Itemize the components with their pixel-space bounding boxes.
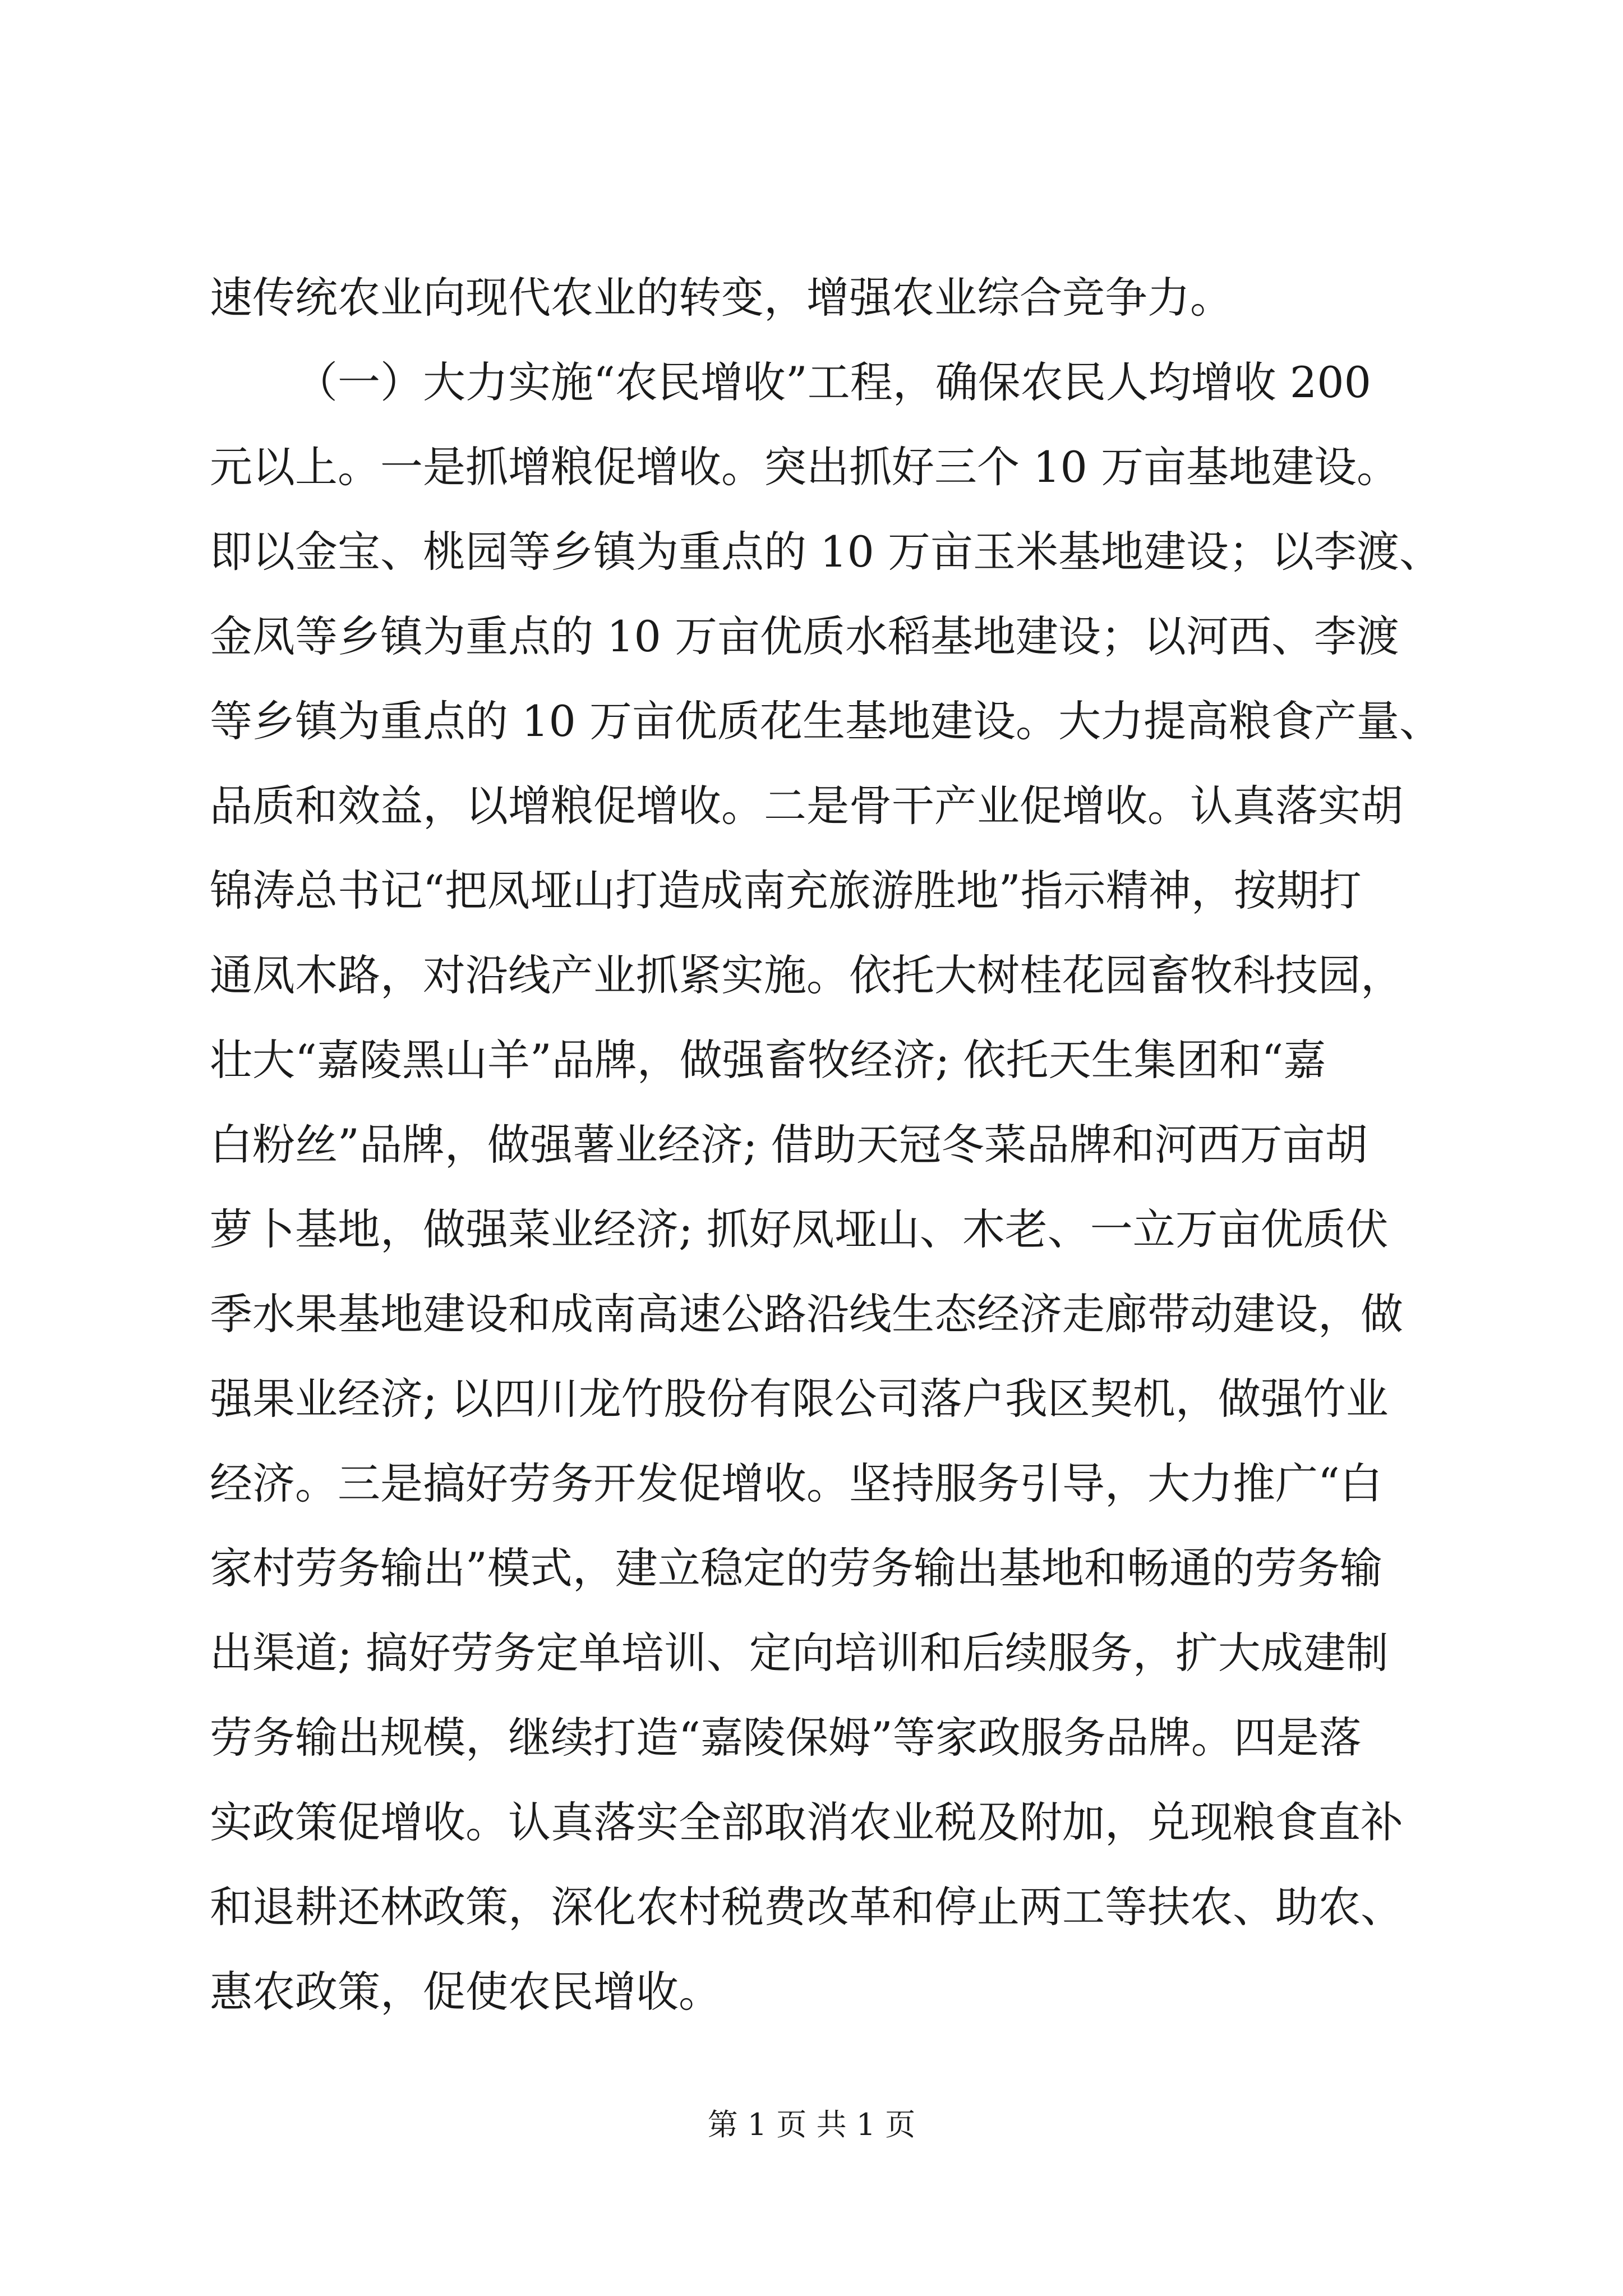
text-line: 家村劳务输出”模式，建立稳定的劳务输出基地和畅通的劳务输 [210, 1543, 1382, 1593]
text-line: 元以上。一是抓增粮促增收。突出抓好三个 10 万亩基地建设。 [210, 442, 1400, 492]
text-line: 惠农政策，促使农民增收。 [210, 1967, 721, 2017]
text-line: 等乡镇为重点的 10 万亩优质花生基地建设。大力提高粮食产量、 [210, 696, 1442, 746]
text-line: 和退耕还林政策，深化农村税费改革和停止两工等扶农、助农、 [210, 1882, 1403, 1932]
text-line: 壮大“嘉陵黑山羊”品牌，做强畜牧经济; 依托天生集团和“嘉 [210, 1035, 1326, 1085]
text-line: 品质和效益，以增粮促增收。二是骨干产业促增收。认真落实胡 [210, 781, 1403, 831]
text-line: 锦涛总书记“把凤垭山打造成南充旅游胜地”指示精神，按期打 [210, 866, 1362, 915]
text-line: 速传统农业向现代农业的转变，增强农业综合竞争力。 [210, 273, 1233, 323]
text-line: 劳务输出规模，继续打造“嘉陵保姆”等家政服务品牌。四是落 [210, 1713, 1362, 1763]
body-text [210, 255, 1442, 2034]
text-line: 出渠道; 搞好劳务定单培训、定向培训和后续服务，扩大成建制 [210, 1628, 1389, 1678]
text-line: 白粉丝”品牌，做强薯业经济; 借助天冠冬菜品牌和河西万亩胡 [210, 1120, 1368, 1170]
page-footer: 第 1 页 共 1 页 [707, 2107, 916, 2142]
section-heading-line: （一）大力实施“农民增收”工程，确保农民人均增收 200 [295, 357, 1371, 407]
text-line: 强果业经济; 以四川龙竹股份有限公司落户我区契机，做强竹业 [210, 1374, 1389, 1424]
text-line: 实政策促增收。认真落实全部取消农业税及附加，兑现粮食直补 [210, 1797, 1403, 1847]
text-line: 萝卜基地，做强菜业经济; 抓好凤垭山、木老、一立万亩优质伏 [210, 1204, 1389, 1254]
text-line: 金凤等乡镇为重点的 10 万亩优质水稻基地建设；以河西、李渡 [210, 611, 1400, 661]
text-line: 经济。三是搞好劳务开发促增收。坚持服务引导，大力推广“白 [210, 1458, 1382, 1508]
text-line: 通凤木路，对沿线产业抓紧实施。依托大树桂花园畜牧科技园， [210, 950, 1403, 1000]
text-line: 季水果基地建设和成南高速公路沿线生态经济走廊带动建设，做 [210, 1289, 1403, 1339]
text-line: 即以金宝、桃园等乡镇为重点的 10 万亩玉米基地建设；以李渡、 [210, 527, 1442, 577]
